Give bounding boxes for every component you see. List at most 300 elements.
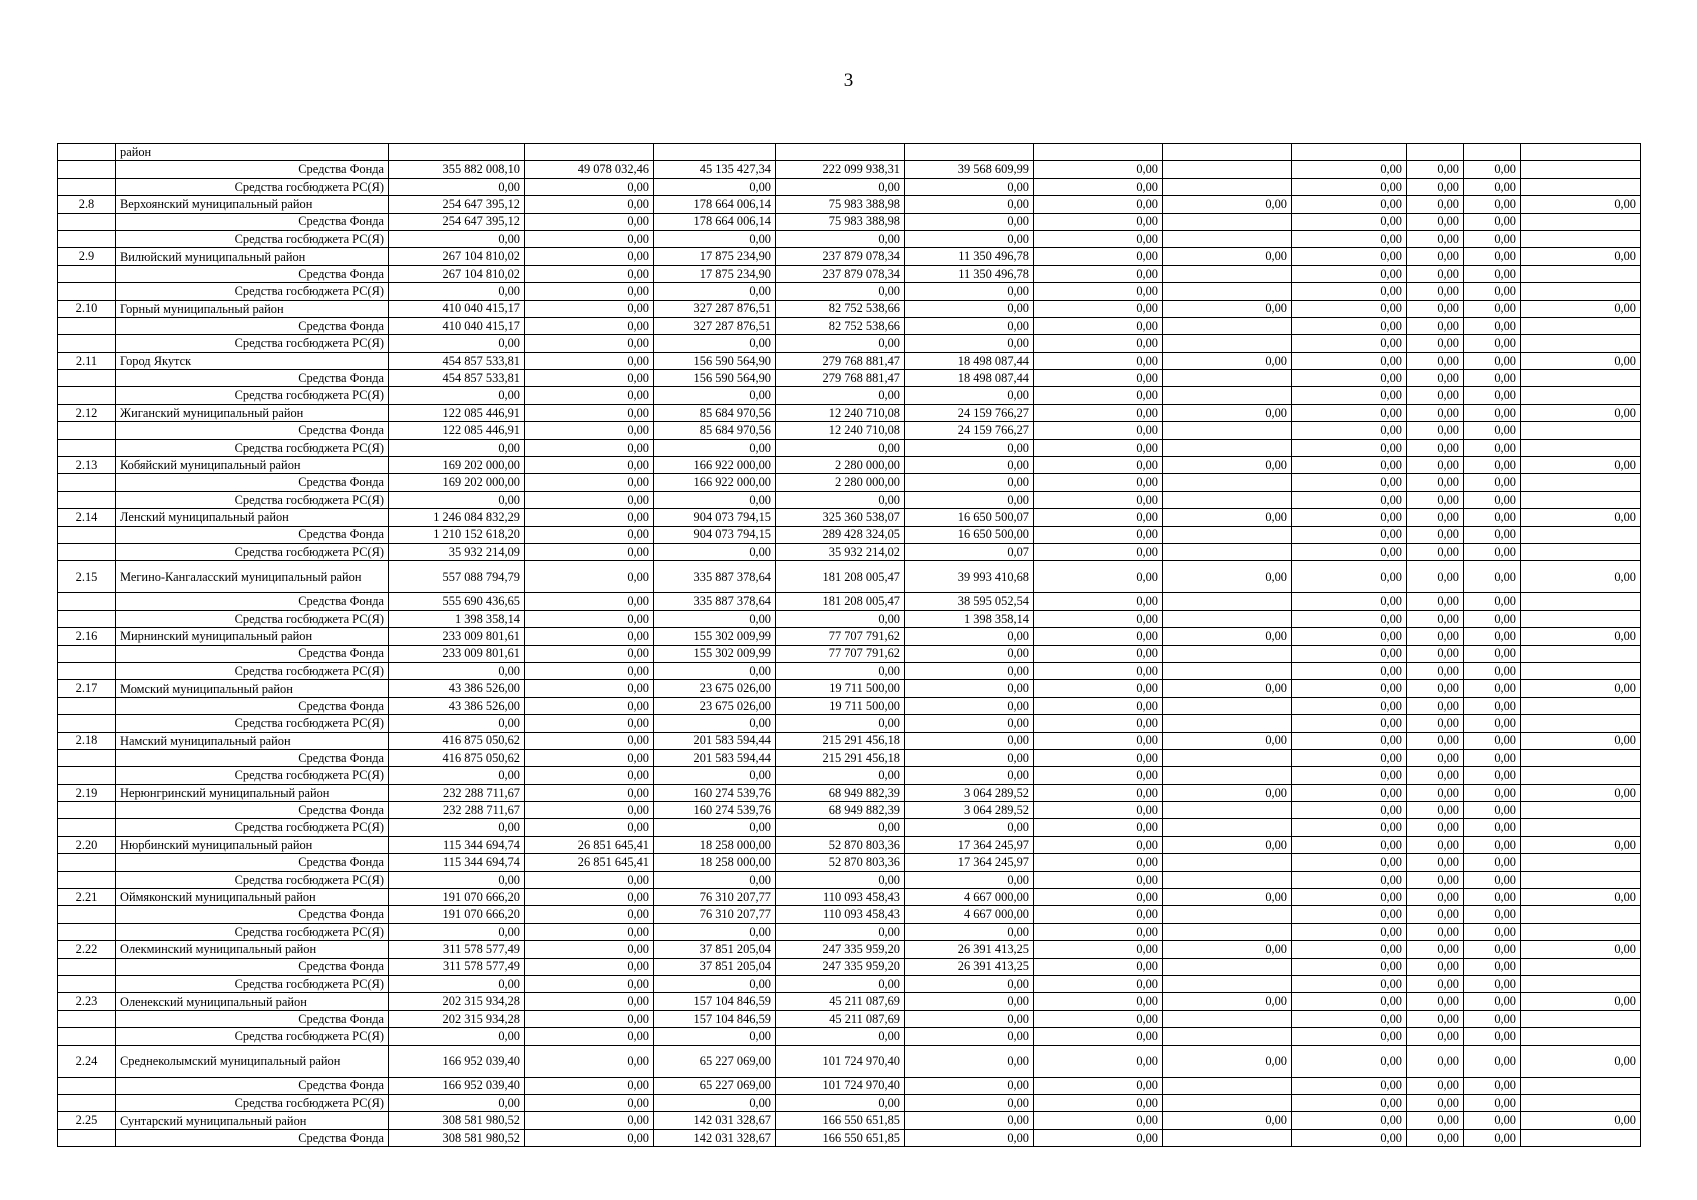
funding-source-label: Средства госбюджета РС(Я) (116, 923, 389, 940)
value-cell (654, 144, 776, 161)
value-cell: 0,00 (525, 906, 654, 923)
table-row (58, 1010, 1641, 1027)
value-cell: 110 093 458,43 (776, 889, 905, 906)
value-cell: 0,00 (1034, 317, 1163, 334)
value-cell: 0,00 (1464, 975, 1521, 992)
value-cell: 45 135 427,34 (654, 161, 776, 178)
value-cell: 311 578 577,49 (389, 958, 525, 975)
value-cell: 45 211 087,69 (776, 1010, 905, 1027)
value-cell: 0,00 (1292, 645, 1407, 662)
value-cell (1521, 265, 1641, 282)
value-cell (525, 144, 654, 161)
row-number (58, 906, 116, 923)
value-cell: 279 768 881,47 (776, 352, 905, 369)
value-cell: 0,00 (776, 230, 905, 247)
value-cell: 0,00 (525, 593, 654, 610)
value-cell (1163, 370, 1292, 387)
value-cell: 0,00 (1292, 422, 1407, 439)
value-cell: 0,00 (905, 923, 1034, 940)
table-row (58, 993, 1641, 1010)
value-cell: 3 064 289,52 (905, 784, 1034, 801)
row-number (58, 387, 116, 404)
value-cell: 0,00 (1034, 161, 1163, 178)
value-cell: 0,00 (1292, 335, 1407, 352)
value-cell (1163, 958, 1292, 975)
value-cell: 0,00 (1034, 543, 1163, 560)
value-cell: 0,00 (1292, 628, 1407, 645)
funding-source-label: Средства Фонда (116, 422, 389, 439)
value-cell (1163, 335, 1292, 352)
value-cell: 254 647 395,12 (389, 213, 525, 230)
value-cell (1521, 317, 1641, 334)
row-number (58, 958, 116, 975)
value-cell: 26 391 413,25 (905, 941, 1034, 958)
value-cell: 0,00 (525, 352, 654, 369)
row-number (58, 1094, 116, 1111)
value-cell: 0,00 (525, 732, 654, 749)
value-cell: 16 650 500,00 (905, 526, 1034, 543)
row-number (58, 1010, 116, 1027)
funding-source-label: Средства Фонда (116, 854, 389, 871)
value-cell: 904 073 794,15 (654, 526, 776, 543)
value-cell: 0,00 (1292, 213, 1407, 230)
value-cell: 17 364 245,97 (905, 854, 1034, 871)
value-cell: 0,00 (1407, 1077, 1464, 1094)
value-cell: 0,00 (525, 457, 654, 474)
district-name: Город Якутск (116, 352, 389, 369)
row-number (58, 610, 116, 627)
value-cell: 0,00 (1464, 645, 1521, 662)
value-cell: 0,00 (525, 317, 654, 334)
value-cell: 0,00 (1464, 680, 1521, 697)
value-cell: 0,00 (1163, 993, 1292, 1010)
value-cell: 156 590 564,90 (654, 352, 776, 369)
value-cell: 904 073 794,15 (654, 509, 776, 526)
value-cell (1521, 958, 1641, 975)
value-cell: 0,00 (1521, 784, 1641, 801)
value-cell: 0,00 (525, 993, 654, 1010)
value-cell: 0,00 (905, 871, 1034, 888)
value-cell: 454 857 533,81 (389, 352, 525, 369)
funding-source-label: Средства Фонда (116, 526, 389, 543)
value-cell: 0,00 (1292, 749, 1407, 766)
value-cell: 0,00 (905, 1028, 1034, 1045)
value-cell: 0,00 (525, 491, 654, 508)
table-row (58, 1112, 1641, 1129)
value-cell: 289 428 324,05 (776, 526, 905, 543)
value-cell: 0,00 (1407, 715, 1464, 732)
table-row (58, 474, 1641, 491)
value-cell: 0,00 (776, 975, 905, 992)
value-cell: 0,00 (1034, 370, 1163, 387)
funding-source-label: Средства госбюджета РС(Я) (116, 975, 389, 992)
value-cell: 0,00 (905, 1094, 1034, 1111)
value-cell (1163, 854, 1292, 871)
table-row (58, 335, 1641, 352)
value-cell: 0,00 (1464, 993, 1521, 1010)
value-cell: 0,00 (1292, 836, 1407, 853)
value-cell: 37 851 205,04 (654, 941, 776, 958)
value-cell: 0,00 (1292, 161, 1407, 178)
value-cell: 0,00 (1292, 889, 1407, 906)
value-cell: 0,00 (1292, 196, 1407, 213)
value-cell (1163, 543, 1292, 560)
value-cell (1163, 491, 1292, 508)
table-row (58, 975, 1641, 992)
value-cell: 254 647 395,12 (389, 196, 525, 213)
value-cell (1163, 265, 1292, 282)
value-cell: 0,00 (1521, 993, 1641, 1010)
value-cell: 557 088 794,79 (389, 561, 525, 593)
district-name: Среднеколымский муниципальный район (116, 1045, 389, 1077)
value-cell: 0,00 (1464, 715, 1521, 732)
value-cell: 0,00 (905, 680, 1034, 697)
value-cell: 0,00 (525, 1129, 654, 1146)
value-cell: 0,00 (525, 662, 654, 679)
value-cell: 0,00 (525, 178, 654, 195)
value-cell: 237 879 078,34 (776, 248, 905, 265)
value-cell: 0,00 (1464, 906, 1521, 923)
value-cell: 0,00 (905, 283, 1034, 300)
funding-source-label: Средства Фонда (116, 213, 389, 230)
value-cell: 0,00 (1407, 593, 1464, 610)
value-cell: 0,00 (1464, 819, 1521, 836)
value-cell: 0,00 (1521, 352, 1641, 369)
value-cell: 0,00 (1464, 300, 1521, 317)
value-cell: 0,00 (776, 1028, 905, 1045)
value-cell: 335 887 378,64 (654, 561, 776, 593)
table-row (58, 1077, 1641, 1094)
value-cell: 0,00 (1407, 335, 1464, 352)
value-cell: 0,00 (1292, 543, 1407, 560)
value-cell: 0,00 (1163, 300, 1292, 317)
value-cell: 1 210 152 618,20 (389, 526, 525, 543)
table-row (58, 889, 1641, 906)
value-cell: 0,00 (1464, 561, 1521, 593)
district-name: Нерюнгринский муниципальный район (116, 784, 389, 801)
row-number (58, 645, 116, 662)
value-cell (1163, 230, 1292, 247)
value-cell (776, 144, 905, 161)
row-number (58, 474, 116, 491)
value-cell: 0,00 (905, 335, 1034, 352)
table-row (58, 230, 1641, 247)
value-cell (1163, 645, 1292, 662)
value-cell: 555 690 436,65 (389, 593, 525, 610)
funding-source-label: Средства госбюджета РС(Я) (116, 1028, 389, 1045)
value-cell: 0,00 (1163, 836, 1292, 853)
value-cell: 0,00 (1034, 941, 1163, 958)
value-cell (389, 144, 525, 161)
value-cell: 52 870 803,36 (776, 836, 905, 853)
page-number: 3 (843, 70, 854, 91)
value-cell: 0,00 (1521, 836, 1641, 853)
value-cell: 0,00 (654, 1094, 776, 1111)
funding-source-label: Средства Фонда (116, 749, 389, 766)
district-name: Мегино-Кангаласский муниципальный район (116, 561, 389, 593)
value-cell (1163, 593, 1292, 610)
row-number (58, 749, 116, 766)
value-cell: 0,00 (525, 715, 654, 732)
district-name: Кобяйский муниципальный район (116, 457, 389, 474)
value-cell: 0,00 (905, 1112, 1034, 1129)
row-number (58, 593, 116, 610)
value-cell: 0,00 (1034, 1129, 1163, 1146)
value-cell: 0,00 (1407, 439, 1464, 456)
value-cell: 0,00 (1163, 941, 1292, 958)
row-number: 2.17 (58, 680, 116, 697)
value-cell: 0,00 (525, 439, 654, 456)
value-cell (1163, 178, 1292, 195)
value-cell: 0,00 (1521, 509, 1641, 526)
value-cell: 0,00 (1034, 628, 1163, 645)
value-cell: 0,00 (1521, 732, 1641, 749)
value-cell: 454 857 533,81 (389, 370, 525, 387)
value-cell: 0,00 (654, 819, 776, 836)
value-cell: 0,00 (1464, 317, 1521, 334)
value-cell: 0,00 (1034, 300, 1163, 317)
value-cell: 17 875 234,90 (654, 265, 776, 282)
value-cell: 0,00 (389, 819, 525, 836)
funding-source-label: Средства Фонда (116, 1010, 389, 1027)
value-cell: 0,00 (1407, 1112, 1464, 1129)
value-cell (1163, 387, 1292, 404)
value-cell (1163, 161, 1292, 178)
value-cell: 0,00 (905, 1077, 1034, 1094)
district-name: Намский муниципальный район (116, 732, 389, 749)
value-cell: 232 288 711,67 (389, 784, 525, 801)
value-cell: 0,00 (1407, 889, 1464, 906)
value-cell: 0,00 (1292, 1045, 1407, 1077)
value-cell: 0,00 (1464, 749, 1521, 766)
value-cell: 0,00 (654, 767, 776, 784)
value-cell: 0,00 (525, 749, 654, 766)
value-cell: 0,00 (1464, 593, 1521, 610)
value-cell: 110 093 458,43 (776, 906, 905, 923)
value-cell (1521, 593, 1641, 610)
value-cell: 0,00 (776, 819, 905, 836)
value-cell (1521, 975, 1641, 992)
value-cell: 0,00 (1034, 593, 1163, 610)
value-cell: 0,00 (1034, 1028, 1163, 1045)
value-cell: 76 310 207,77 (654, 889, 776, 906)
value-cell: 416 875 050,62 (389, 732, 525, 749)
value-cell: 0,00 (525, 300, 654, 317)
value-cell: 115 344 694,74 (389, 854, 525, 871)
value-cell: 279 768 881,47 (776, 370, 905, 387)
value-cell: 0,00 (1407, 1045, 1464, 1077)
value-cell: 0,00 (1292, 265, 1407, 282)
value-cell: 75 983 388,98 (776, 196, 905, 213)
table-row (58, 767, 1641, 784)
value-cell: 0,00 (1292, 958, 1407, 975)
value-cell: 0,00 (1034, 784, 1163, 801)
value-cell: 0,00 (525, 526, 654, 543)
row-number (58, 526, 116, 543)
value-cell: 0,00 (654, 543, 776, 560)
value-cell: 0,00 (1464, 370, 1521, 387)
table-row (58, 439, 1641, 456)
value-cell: 0,00 (1464, 697, 1521, 714)
value-cell: 0,00 (525, 474, 654, 491)
funding-source-label: Средства Фонда (116, 906, 389, 923)
table-row (58, 352, 1641, 369)
value-cell: 0,00 (525, 767, 654, 784)
value-cell: 0,00 (525, 387, 654, 404)
row-number (58, 161, 116, 178)
value-cell: 0,00 (1407, 610, 1464, 627)
table-row (58, 422, 1641, 439)
value-cell: 77 707 791,62 (776, 628, 905, 645)
table-row (58, 144, 1641, 161)
value-cell: 0,00 (1407, 543, 1464, 560)
value-cell: 0,00 (1407, 561, 1464, 593)
value-cell: 0,00 (1407, 680, 1464, 697)
value-cell (1521, 213, 1641, 230)
value-cell: 0,00 (905, 439, 1034, 456)
value-cell: 0,00 (1407, 300, 1464, 317)
row-number (58, 802, 116, 819)
value-cell (1521, 906, 1641, 923)
value-cell: 0,00 (1407, 958, 1464, 975)
table-row (58, 543, 1641, 560)
value-cell: 0,00 (525, 509, 654, 526)
value-cell: 0,00 (525, 1045, 654, 1077)
value-cell: 0,00 (1292, 1129, 1407, 1146)
value-cell: 0,00 (1292, 975, 1407, 992)
table-row (58, 265, 1641, 282)
value-cell: 0,00 (905, 749, 1034, 766)
value-cell: 0,00 (1034, 178, 1163, 195)
table-row (58, 958, 1641, 975)
value-cell (1163, 697, 1292, 714)
table-row (58, 784, 1641, 801)
value-cell: 0,00 (1292, 993, 1407, 1010)
value-cell: 0,00 (1407, 213, 1464, 230)
value-cell: 0,00 (525, 1112, 654, 1129)
value-cell: 0,00 (1034, 196, 1163, 213)
table-row (58, 283, 1641, 300)
funding-source-label: Средства Фонда (116, 645, 389, 662)
row-number (58, 144, 116, 161)
value-cell: 0,00 (905, 715, 1034, 732)
value-cell (1521, 439, 1641, 456)
value-cell: 0,00 (1034, 404, 1163, 421)
value-cell: 0,00 (776, 662, 905, 679)
value-cell: 142 031 328,67 (654, 1129, 776, 1146)
value-cell (1163, 975, 1292, 992)
value-cell: 0,00 (1407, 248, 1464, 265)
value-cell: 0,00 (525, 645, 654, 662)
row-number (58, 871, 116, 888)
value-cell: 2 280 000,00 (776, 474, 905, 491)
value-cell: 0,00 (905, 491, 1034, 508)
value-cell: 0,00 (1521, 248, 1641, 265)
value-cell (1163, 749, 1292, 766)
row-number: 2.18 (58, 732, 116, 749)
value-cell: 0,00 (1464, 662, 1521, 679)
value-cell: 0,00 (1292, 680, 1407, 697)
value-cell: 0,00 (1292, 439, 1407, 456)
value-cell: 0,00 (1464, 923, 1521, 940)
value-cell: 0,00 (1464, 265, 1521, 282)
value-cell: 0,00 (1034, 958, 1163, 975)
value-cell (1163, 715, 1292, 732)
value-cell: 0,00 (1407, 993, 1464, 1010)
value-cell: 0,00 (1407, 1028, 1464, 1045)
value-cell (1521, 610, 1641, 627)
value-cell: 0,00 (1292, 387, 1407, 404)
value-cell: 201 583 594,44 (654, 732, 776, 749)
value-cell: 201 583 594,44 (654, 749, 776, 766)
row-number: 2.20 (58, 836, 116, 853)
funding-source-label: Средства госбюджета РС(Я) (116, 662, 389, 679)
value-cell: 0,00 (1034, 352, 1163, 369)
value-cell: 0,00 (776, 387, 905, 404)
value-cell: 0,00 (1407, 387, 1464, 404)
value-cell (1521, 802, 1641, 819)
value-cell: 0,00 (776, 439, 905, 456)
value-cell (1521, 1094, 1641, 1111)
value-cell: 0,00 (389, 923, 525, 940)
value-cell: 0,00 (1292, 593, 1407, 610)
value-cell: 0,00 (1407, 906, 1464, 923)
funding-source-label: Средства Фонда (116, 1077, 389, 1094)
value-cell: 0,00 (1464, 889, 1521, 906)
value-cell: 0,00 (1034, 975, 1163, 992)
value-cell: 0,00 (1464, 526, 1521, 543)
value-cell: 0,00 (1034, 509, 1163, 526)
value-cell: 0,00 (1163, 889, 1292, 906)
row-number (58, 230, 116, 247)
value-cell: 0,00 (1407, 767, 1464, 784)
value-cell: 0,00 (1407, 161, 1464, 178)
value-cell: 0,00 (1292, 561, 1407, 593)
table-row (58, 836, 1641, 853)
value-cell: 0,00 (1292, 854, 1407, 871)
value-cell: 11 350 496,78 (905, 248, 1034, 265)
value-cell: 0,00 (1292, 906, 1407, 923)
value-cell (1034, 144, 1163, 161)
table-row (58, 628, 1641, 645)
value-cell: 0,00 (389, 178, 525, 195)
value-cell: 0,00 (525, 543, 654, 560)
value-cell: 0,00 (1034, 283, 1163, 300)
table-row (58, 697, 1641, 714)
value-cell: 0,00 (1034, 1112, 1163, 1129)
funding-source-label: Средства госбюджета РС(Я) (116, 715, 389, 732)
value-cell: 0,00 (525, 819, 654, 836)
funding-source-label: Средства госбюджета РС(Я) (116, 335, 389, 352)
row-number (58, 370, 116, 387)
value-cell (1163, 1077, 1292, 1094)
table-row (58, 680, 1641, 697)
value-cell: 0,00 (1034, 491, 1163, 508)
value-cell: 233 009 801,61 (389, 628, 525, 645)
value-cell (1521, 819, 1641, 836)
value-cell: 0,00 (1034, 387, 1163, 404)
funding-table (57, 143, 1641, 1147)
value-cell (1521, 923, 1641, 940)
value-cell: 0,00 (1034, 767, 1163, 784)
value-cell: 0,00 (1292, 732, 1407, 749)
value-cell: 0,00 (1464, 1028, 1521, 1045)
value-cell: 0,00 (1464, 161, 1521, 178)
value-cell: 0,00 (1407, 1010, 1464, 1027)
value-cell: 0,00 (654, 335, 776, 352)
value-cell: 0,00 (389, 230, 525, 247)
value-cell: 101 724 970,40 (776, 1077, 905, 1094)
